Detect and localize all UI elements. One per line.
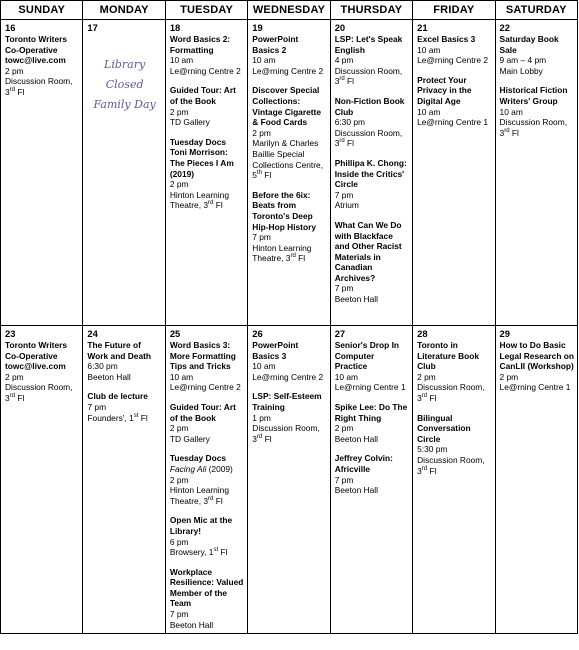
floor-suffix: rd (208, 495, 214, 502)
event-location (170, 547, 244, 558)
floor-label: Fl (509, 127, 519, 138)
event-location (252, 66, 326, 77)
event-time: 2 pm (5, 65, 24, 76)
event-item[interactable] (252, 34, 326, 76)
event-location-name: Beeton Hall (87, 371, 131, 382)
event-location-name: Marilyn & Charles Baillie Special Collections Centre, (252, 138, 324, 170)
event-item[interactable] (335, 453, 409, 495)
event-item[interactable] (417, 75, 491, 128)
floor-number: 3 (203, 495, 209, 506)
floor-suffix: rd (208, 200, 214, 207)
event-film-year: (2009) (206, 463, 233, 474)
event-title: How to Do Basic Legal Research on CanLII (Workshop) (499, 340, 575, 372)
event-location-name: Le@rning Centre 2 (169, 382, 241, 393)
floor-label: Fl (15, 392, 25, 403)
floor-number: 3 (334, 138, 340, 149)
event-time: 10 am (169, 371, 194, 382)
event-location (252, 423, 326, 444)
event-title: Tuesday Docs Toni Morrison: The Pieces I Am (2019) (169, 136, 234, 179)
event-time: 2 pm (252, 127, 271, 138)
header-sunday: SUNDAY (1, 1, 83, 20)
event-location-name: Discussion Room, (417, 382, 485, 393)
day-number: 25 (169, 328, 181, 339)
floor-suffix: rd (256, 433, 263, 440)
event-title: Excel Basics 3 (417, 34, 476, 44)
event-location (417, 117, 491, 128)
event-time: 2 pm (334, 423, 354, 434)
floor-label: Fl (295, 253, 306, 264)
floor-label: Fl (261, 170, 272, 181)
event-floor (252, 434, 271, 444)
event-title: Senior's Drop In Computer Practice (334, 340, 400, 372)
day-number: 27 (334, 328, 346, 339)
event-item[interactable] (170, 34, 244, 76)
floor-suffix: rd (504, 127, 510, 134)
event-location (170, 117, 244, 128)
event-title: Word Basics 2: Formatting (169, 34, 231, 55)
floor-number: 3 (417, 465, 422, 476)
event-item[interactable] (335, 34, 409, 87)
event-title: Non-Fiction Book Club (334, 95, 405, 117)
event-item[interactable] (252, 340, 326, 382)
event-location-name: Le@rning Centre 2 (417, 55, 488, 66)
day-cell (495, 20, 577, 326)
event-location (170, 190, 244, 211)
event-time: 9 am – 4 pm (499, 55, 547, 66)
floor-label: Fl (427, 392, 437, 403)
event-item[interactable] (5, 340, 79, 404)
week-row (1, 20, 578, 326)
event-item[interactable] (87, 391, 161, 423)
floor-suffix: rd (421, 393, 428, 400)
closed-notice-line: Closed (105, 78, 144, 91)
header-monday: MONDAY (83, 1, 165, 20)
event-title: LSP: Let's Speak English (334, 34, 403, 55)
event-item[interactable] (500, 85, 574, 138)
floor-number: 3 (334, 76, 340, 87)
event-time: 10 am (417, 44, 441, 55)
event-time: 2 pm (169, 106, 189, 117)
floor-number: 3 (499, 127, 505, 138)
event-location (335, 200, 409, 211)
day-number: 28 (417, 328, 428, 339)
day-number: 16 (5, 22, 16, 33)
event-time: 7 pm (252, 232, 271, 243)
event-location-name: Atrium (334, 200, 359, 211)
event-item[interactable] (252, 190, 326, 264)
event-location-name: Discussion Room, (5, 76, 73, 87)
event-location (252, 138, 326, 180)
event-item[interactable] (87, 340, 161, 382)
event-item[interactable] (335, 402, 409, 444)
event-time: 7 pm (334, 189, 354, 200)
event-title: Bilingual Conversation Circle (417, 412, 471, 444)
event-title: Guided Tour: Art of the Book (169, 401, 236, 423)
event-time: 7 pm (169, 609, 189, 620)
event-location-name: Discussion Room, (499, 117, 568, 128)
event-location-name: Le@rning Centre 2 (252, 371, 324, 382)
floor-suffix: rd (421, 465, 428, 472)
event-location-name: TD Gallery (169, 433, 210, 444)
event-location-name: Hinton Learning Theatre, (169, 485, 229, 506)
event-time: 10 am (417, 106, 441, 117)
event-location-name: Beeton Hall (334, 433, 378, 444)
event-floor (5, 87, 24, 97)
event-floor (283, 253, 305, 263)
event-location-name: Beeton Hall (334, 294, 378, 305)
event-item[interactable] (170, 402, 244, 444)
day-cell (495, 326, 577, 634)
event-location-name: Main Lobby (499, 65, 543, 76)
event-location-name: Le@rning Centre 1 (499, 382, 571, 393)
floor-label: Fl (344, 76, 355, 87)
event-time: 7 pm (334, 283, 354, 294)
event-item[interactable] (170, 515, 244, 557)
event-floor (201, 496, 223, 506)
header-wednesday: WEDNESDAY (248, 1, 330, 20)
event-time: 2 pm (499, 371, 519, 382)
day-number: 21 (417, 22, 428, 33)
day-cell (248, 20, 330, 326)
event-title: Phillipa K. Chong: Inside the Critics' Circle (334, 157, 407, 190)
event-time: 2 pm (417, 371, 436, 382)
header-tuesday: TUESDAY (165, 1, 247, 20)
event-location (335, 66, 409, 87)
floor-label: Fl (213, 495, 223, 506)
event-location-name: Hinton Learning Theatre, (252, 242, 312, 264)
floor-number: 5 (252, 170, 257, 181)
event-location-name: Discussion Room, (334, 127, 403, 138)
event-title: Workplace Resilience: Valued Member of the Team (169, 566, 244, 609)
floor-suffix: rd (9, 87, 16, 94)
event-time: 4 pm (334, 55, 354, 66)
event-title: What Can We Do with Blackface and Other Racist Materials in Canadian Archives? (334, 219, 402, 283)
event-item[interactable] (335, 158, 409, 211)
event-location (170, 434, 244, 445)
event-floor (201, 200, 223, 210)
event-location-name: Beeton Hall (169, 619, 214, 630)
floor-number: 3 (203, 200, 209, 211)
event-location (500, 382, 574, 393)
event-item[interactable] (335, 96, 409, 149)
event-floor (335, 138, 354, 148)
event-subtitle (170, 464, 244, 475)
header-friday: FRIDAY (413, 1, 495, 20)
floor-number: 3 (5, 86, 10, 97)
event-item[interactable] (335, 340, 409, 393)
event-floor (500, 128, 519, 138)
week-row (1, 326, 578, 634)
floor-number: 3 (285, 253, 291, 264)
floor-suffix: rd (339, 138, 345, 145)
event-title: Before the 6ix: Beats from Toronto's Deep Hip-Hop History (252, 189, 317, 232)
event-location (170, 382, 244, 393)
floor-label: Fl (213, 200, 223, 211)
event-title: Guided Tour: Art of the Book (169, 85, 236, 106)
day-cell (330, 20, 412, 326)
day-number: 24 (87, 328, 98, 339)
event-title: PowerPoint Basics 3 (252, 340, 299, 361)
event-location (87, 413, 161, 424)
event-title: Toronto Writers Co-Operative towc@live.com (5, 340, 68, 372)
event-floor (127, 413, 148, 423)
event-time: 10 am (334, 371, 358, 382)
day-cell (330, 326, 412, 634)
event-time: 10 am (169, 55, 194, 66)
library-closed-notice (87, 55, 161, 115)
event-time: 1 pm (252, 412, 271, 423)
floor-label: Fl (344, 138, 355, 149)
day-cell (1, 20, 83, 326)
day-number: 22 (499, 22, 510, 33)
header-saturday: SATURDAY (495, 1, 577, 20)
event-item[interactable] (417, 413, 491, 477)
event-location-name: Beeton Hall (334, 485, 378, 496)
day-cell (165, 326, 247, 634)
event-item[interactable] (170, 137, 244, 211)
day-cell (83, 20, 165, 326)
event-title: Saturday Book Sale (499, 34, 559, 55)
event-location (417, 55, 491, 66)
floor-suffix: rd (339, 76, 345, 83)
day-cell (248, 326, 330, 634)
event-location-name: Le@rning Centre 1 (417, 117, 488, 128)
day-cell (1, 326, 83, 634)
event-item[interactable] (170, 453, 244, 506)
event-item[interactable] (170, 340, 244, 393)
event-item[interactable] (252, 391, 326, 444)
event-location (335, 382, 409, 393)
event-title: Historical Fiction Writers' Group (499, 85, 568, 106)
event-time: 7 pm (87, 401, 107, 412)
event-title: Toronto in Literature Book Club (417, 340, 480, 372)
event-location-name: Le@rning Centre 2 (252, 65, 324, 76)
event-location (170, 66, 244, 77)
event-time: 2 pm (5, 371, 24, 382)
day-number: 20 (334, 22, 346, 33)
event-item[interactable] (417, 34, 491, 66)
event-floor (335, 76, 354, 86)
event-location (335, 434, 409, 445)
event-time: 10 am (252, 55, 276, 66)
day-cell (413, 326, 495, 634)
event-item[interactable] (335, 220, 409, 305)
event-time: 10 am (252, 361, 276, 372)
event-title: Toronto Writers Co-Operative towc@live.com (5, 34, 68, 66)
floor-suffix: st (213, 547, 219, 554)
floor-number: 3 (252, 433, 257, 444)
event-time: 2 pm (169, 474, 189, 485)
event-title: Discover Special Collections: Vintage Cigarette & Food Cards (252, 85, 321, 128)
floor-suffix: rd (9, 393, 16, 400)
event-item[interactable] (417, 340, 491, 404)
event-location (170, 485, 244, 506)
floor-number: 1 (208, 547, 214, 558)
event-time: 10 am (499, 106, 523, 117)
event-location-name: Discussion Room, (334, 65, 403, 76)
weekday-header-row (1, 1, 578, 20)
floor-number: 3 (5, 392, 10, 403)
event-title: Protect Your Privacy in the Digital Age (417, 74, 472, 106)
event-location-name: Discussion Room, (252, 423, 320, 434)
event-title: Spike Lee: Do The Right Thing (334, 401, 408, 423)
event-title: LSP: Self-Esteem Training (252, 391, 322, 412)
event-location-name: Le@rning Centre 1 (334, 382, 406, 393)
event-time: 2 pm (169, 423, 189, 434)
floor-label: Fl (15, 86, 25, 97)
header-thursday: THURSDAY (330, 1, 412, 20)
day-number: 23 (5, 328, 16, 339)
event-title: Word Basics 3: More Formatting Tips and Tricks (169, 340, 236, 372)
floor-number: 3 (417, 392, 422, 403)
event-title: PowerPoint Basics 2 (252, 34, 299, 55)
event-location (500, 66, 574, 77)
event-title: The Future of Work and Death (87, 340, 152, 361)
event-item[interactable] (170, 85, 244, 127)
floor-label: Fl (427, 465, 437, 476)
day-number: 26 (252, 328, 263, 339)
event-floor (417, 466, 436, 476)
floor-label: Fl (262, 433, 272, 444)
event-item[interactable] (5, 34, 79, 98)
event-location (335, 128, 409, 149)
event-location (417, 455, 491, 476)
event-location-name: Hinton Learning Theatre, (169, 189, 229, 211)
event-location-name: Discussion Room, (5, 382, 73, 393)
event-location (170, 620, 244, 631)
event-item[interactable] (170, 567, 244, 631)
event-location (335, 294, 409, 305)
event-location (87, 372, 161, 383)
day-number: 29 (499, 328, 510, 339)
day-cell (165, 20, 247, 326)
floor-label: Fl (218, 547, 228, 558)
closed-notice-line: Library (104, 58, 146, 71)
floor-number: 1 (129, 412, 134, 423)
event-location-name: Le@rning Centre 2 (169, 65, 241, 76)
event-time: 2 pm (169, 179, 189, 190)
event-item[interactable] (500, 340, 574, 393)
event-location (252, 243, 326, 264)
event-item[interactable] (500, 34, 574, 76)
event-floor (206, 547, 227, 557)
day-number: 17 (87, 22, 98, 33)
event-location-name: Founders', (87, 412, 127, 423)
day-number: 18 (169, 22, 181, 33)
floor-suffix: st (133, 412, 139, 419)
day-cell (83, 326, 165, 634)
event-location-name: TD Gallery (169, 117, 210, 128)
event-time: 5:30 pm (417, 444, 448, 455)
event-item[interactable] (252, 85, 326, 180)
event-location-name: Browsery, (169, 547, 207, 558)
floor-suffix: rd (290, 253, 296, 260)
event-time: 6:30 pm (87, 361, 118, 372)
event-film-title: Facing Ali (169, 463, 207, 474)
floor-suffix: th (256, 170, 262, 177)
event-location (417, 382, 491, 403)
floor-label: Fl (138, 412, 148, 423)
day-number: 19 (252, 22, 263, 33)
event-floor (252, 170, 271, 180)
event-time: 6 pm (169, 536, 189, 547)
event-title: Tuesday Docs (169, 453, 227, 464)
event-location-name: Discussion Room, (417, 454, 485, 465)
event-location (5, 76, 79, 97)
event-floor (5, 393, 24, 403)
event-location (335, 485, 409, 496)
event-time: 7 pm (334, 474, 354, 485)
event-location (500, 117, 574, 138)
event-title: Open Mic at the Library! (169, 515, 233, 536)
event-title: Club de lecture (87, 391, 148, 402)
event-location (252, 372, 326, 383)
event-time: 6:30 pm (334, 117, 365, 128)
closed-notice-line: Family Day (93, 98, 156, 111)
event-floor (417, 393, 436, 403)
event-title: Jeffrey Colvin: Africville (334, 453, 393, 474)
event-location (5, 382, 79, 403)
day-cell (413, 20, 495, 326)
